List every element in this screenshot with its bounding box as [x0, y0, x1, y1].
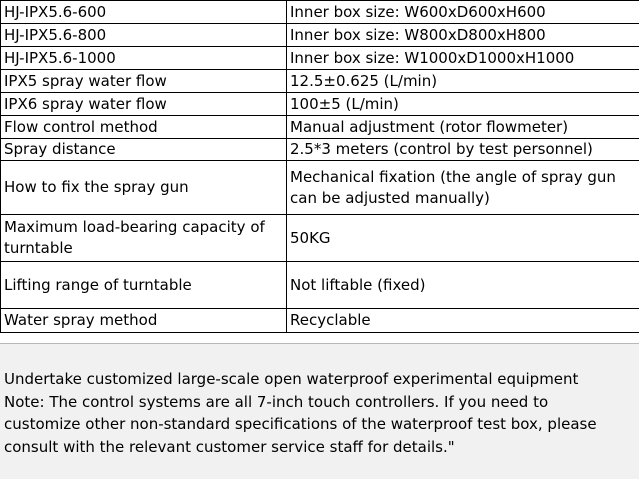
spec-value: Manual adjustment (rotor flowmeter)	[287, 116, 639, 139]
spec-value: 12.5±0.625 (L/min)	[287, 70, 639, 93]
spec-label: Flow control method	[1, 116, 287, 139]
spec-label: IPX6 spray water flow	[1, 93, 287, 116]
table-row	[1, 93, 639, 116]
table-row	[1, 215, 639, 262]
spec-value: Inner box size: W600xD600xH600	[287, 1, 639, 24]
note-line: customize other non-standard specifications of the waterproof test box, please	[4, 415, 597, 433]
spec-label: IPX5 spray water flow	[1, 70, 287, 93]
spec-value: Not liftable (fixed)	[287, 262, 639, 309]
spec-label: Water spray method	[1, 309, 287, 333]
table-row	[1, 24, 639, 47]
note-line: consult with the relevant customer service staff for details."	[4, 437, 455, 456]
spec-label: HJ-IPX5.6-600	[1, 1, 287, 24]
table-row	[1, 70, 639, 93]
table-row	[1, 139, 639, 161]
spec-label: Spray distance	[1, 139, 287, 161]
spec-label: Lifting range of turntable	[1, 262, 287, 309]
spec-value: Inner box size: W800xD800xH800	[287, 24, 639, 47]
spec-value: 50KG	[287, 215, 639, 262]
note-line: Undertake customized large-scale open waterproof experimental equipment	[4, 370, 579, 388]
note-line: Note: The control systems are all 7-inch touch controllers. If you need to	[4, 392, 549, 411]
spec-label: HJ-IPX5.6-1000	[1, 47, 287, 70]
table-row	[1, 1, 639, 24]
spec-value: Mechanical fixation (the angle of spray gun can be adjusted manually)	[287, 161, 639, 215]
table-row	[1, 161, 639, 215]
spec-value: 100±5 (L/min)	[287, 93, 639, 116]
table-row	[1, 309, 639, 333]
table-row	[1, 262, 639, 309]
spec-value: Inner box size: W1000xD1000xH1000	[287, 47, 639, 70]
table-row	[1, 116, 639, 139]
spec-label: Maximum load-bearing capacity of turntable	[1, 215, 287, 262]
spec-value: Recyclable	[287, 309, 639, 333]
spec-label: HJ-IPX5.6-800	[1, 24, 287, 47]
spec-label: How to fix the spray gun	[1, 161, 287, 215]
note-panel	[0, 343, 639, 479]
table-row	[1, 47, 639, 70]
spec-value: 2.5*3 meters (control by test personnel)	[287, 139, 639, 161]
